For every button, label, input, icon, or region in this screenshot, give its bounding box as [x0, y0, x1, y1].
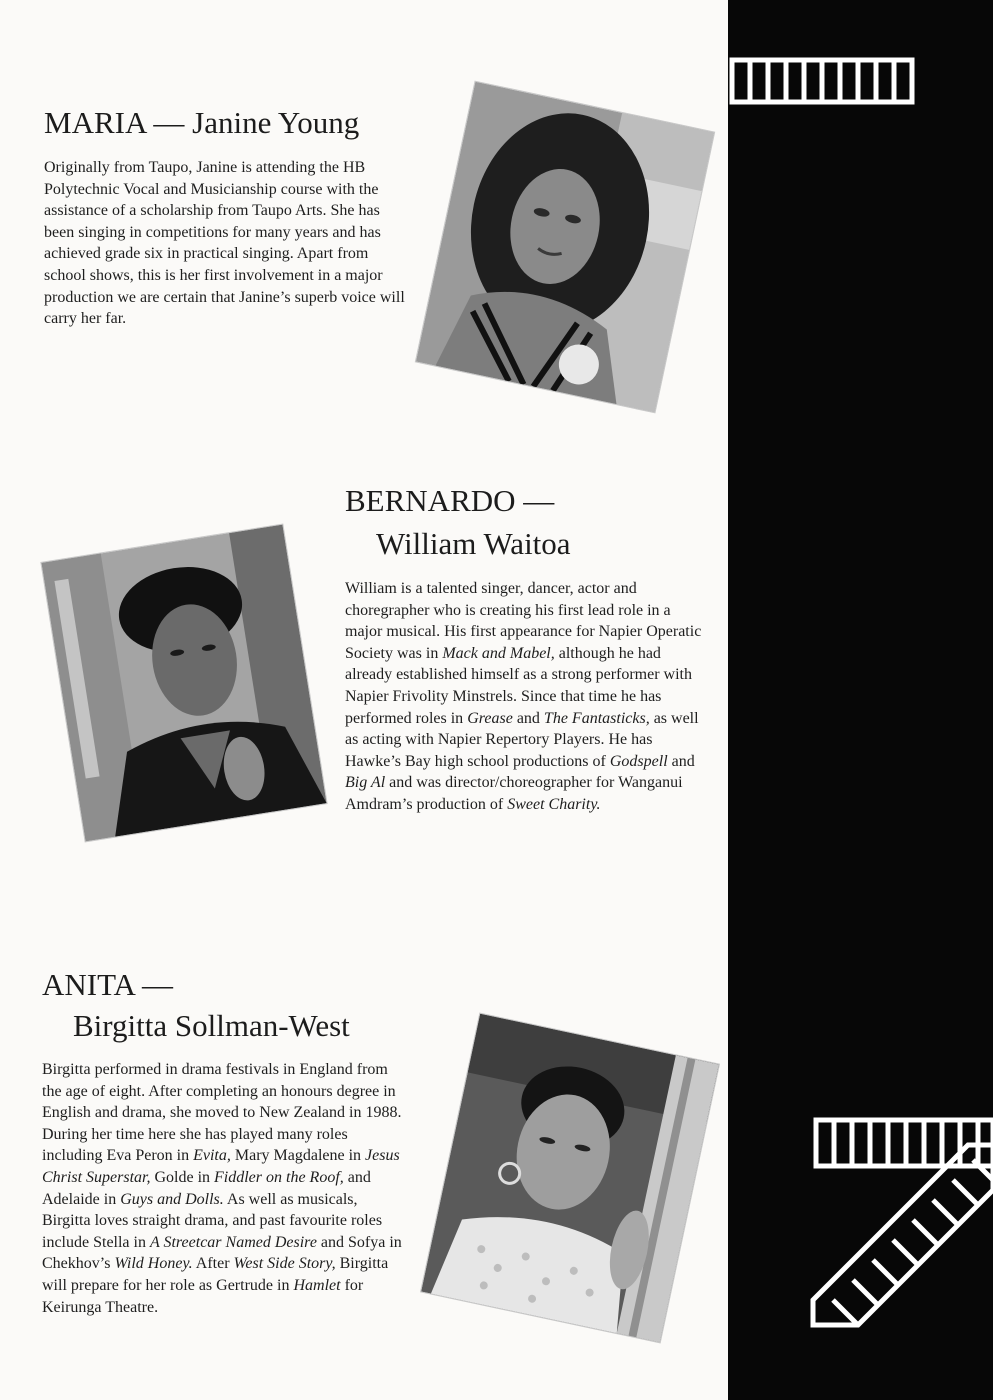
bio-text: and	[512, 709, 544, 727]
decorative-black-band	[728, 0, 993, 1400]
title-italic: Sweet Charity.	[507, 795, 601, 813]
title-italic: Wild Honey.	[114, 1255, 193, 1273]
title-italic: The Fantasticks,	[543, 709, 650, 727]
title-italic: Fiddler on the Roof,	[214, 1168, 344, 1186]
maria-heading: MARIA — Janine Young	[44, 105, 360, 140]
maria-bio	[44, 157, 414, 330]
bio-text: Originally from Taupo, Janine is attending the HB Polytechnic Vocal and Musicianship course with the assistance of a scholarship from Taupo Arts. She has been singing in competitions for many years and has achieved grade six in practical singing. Apart from school shows, this is her first involvement in a major production we are certain that Janine’s superb voice will carry her far.	[44, 159, 405, 328]
bernardo-heading-name: William Waitoa	[376, 526, 571, 561]
title-italic: Hamlet	[293, 1276, 341, 1294]
title-italic: Godspell	[609, 752, 668, 770]
lower-staircase-graphic	[813, 1120, 993, 1325]
bio-text: William is a talented singer, dancer, actor and choregrapher who is creating his first lead role in a major musical. His first appearance for Napier Operatic Society was in	[345, 580, 702, 662]
bernardo-photo	[41, 525, 326, 842]
bio-text: and	[667, 752, 695, 770]
title-italic: A Streetcar Named Desire	[149, 1233, 317, 1251]
anita-photo	[421, 1014, 719, 1343]
title-italic: Big Al	[345, 774, 386, 792]
bernardo-bio	[345, 578, 710, 816]
bio-text: After	[192, 1255, 234, 1273]
title-italic: Grease	[467, 709, 513, 727]
anita-heading-role: ANITA —	[42, 967, 173, 1002]
bio-text: Birgitta performed in drama festivals in England from the age of eight. After completing an honours degree in English and drama, she moved to New Zealand in 1988. During her time here she has played many roles including Eva Peron in	[42, 1061, 402, 1165]
bio-text: as well as acting with Napier Repertory Players. He has Hawke’s Bay high school productions of	[345, 709, 699, 770]
title-italic: Evita,	[193, 1147, 231, 1165]
bio-text: Golde in	[150, 1168, 215, 1186]
anita-bio	[42, 1059, 406, 1318]
bernardo-heading-role: BERNARDO —	[345, 483, 555, 518]
upper-railing-graphic	[732, 60, 912, 102]
bio-text: Mary Magdalene in	[230, 1147, 366, 1165]
maria-photo	[416, 82, 714, 412]
bio-text: and Adelaide in	[42, 1168, 371, 1208]
bio-text: As well as musicals, Birgitta loves straight drama, and past favourite roles include Stella in	[42, 1190, 383, 1251]
bio-text: although he had already established himself as a strong performer with Napier Frivolity Minstrels. Since that time he has performed roles in	[345, 644, 692, 727]
bio-text: Birgitta will prepare for her role as Gertrude in	[42, 1255, 389, 1294]
title-italic: Guys and Dolls.	[120, 1190, 224, 1208]
title-italic: Jesus Christ Superstar,	[42, 1147, 400, 1186]
bio-text: for Keirunga Theatre.	[42, 1276, 364, 1316]
bio-text: and Sofya in Chekhov’s	[42, 1233, 402, 1273]
bio-text: and was director/choreographer for Wanganui Amdram’s production of	[345, 774, 683, 813]
title-italic: Mack and Mabel,	[442, 644, 555, 662]
title-italic: West Side Story,	[233, 1255, 336, 1273]
anita-heading-name: Birgitta Sollman-West	[73, 1008, 350, 1043]
